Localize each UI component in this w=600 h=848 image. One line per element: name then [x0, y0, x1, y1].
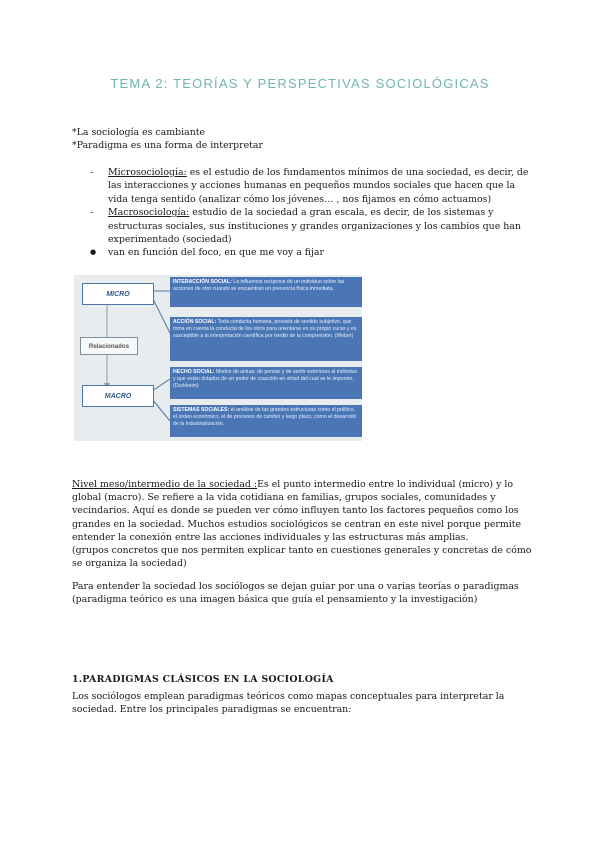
card-accion-social [170, 317, 362, 361]
macro-box: MACRO [82, 385, 154, 407]
card-interaccion-social [170, 277, 362, 307]
micro-box: MICRO [82, 283, 154, 305]
list-text: estudio de la sociedad a gran escala, es decir, de los sistemas y estructuras sociales, sus instituciones y grandes organizaciones y los cambios que han experimentado (sociedad) [108, 207, 521, 246]
list-item [90, 166, 530, 206]
section-heading: 1.PARADIGMAS CLÁSICOS EN LA SOCIOLOGÍA [72, 674, 334, 685]
connector-line [152, 399, 170, 421]
definition-list [90, 166, 530, 260]
meso-text: Es el punto intermedio entre lo individual (micro) y lo global (macro). Se refiere a la vida cotidiana en familias, grupos sociales, comunidades y vecindarios. Aquí es donde se pueden ver cómo influyen tanto los factores pequeños como los grandes en la sociedad. Muchos estudios sociológicos se centran en este nivel porque permite entender la conexión entre las acciones individuales y las estructuras más amplias. [72, 479, 522, 543]
list-item [90, 206, 530, 246]
intro-line: *La sociología es cambiante [72, 127, 206, 138]
section-text: Los sociólogos emplean paradigmas teóricos como mapas conceptuales para interpretar la sociedad. Entre los principales paradigmas se encuentran: [72, 691, 505, 716]
page-title: TEMA 2: TEORÍAS Y PERSPECTIVAS SOCIOLÓGICAS [110, 76, 490, 91]
meso-paragraph [72, 478, 532, 570]
list-term: Macrosociología: [108, 207, 190, 219]
list-marker: - [90, 207, 94, 219]
card-head: SISTEMAS SOCIALES: [173, 407, 230, 413]
card-head: ACCIÓN SOCIAL: [173, 319, 217, 325]
card-body: Toda conducta humana, provista de sentido subjetivo, que toma en cuenta la conducta de los otros para orientarse en su propio curso y es susceptible a la interpretación científica por medio de la comprensión. (Weber) [173, 319, 357, 339]
meso-term: Nivel meso/intermedio de la sociedad : [72, 479, 258, 490]
bullet-icon: ● [90, 248, 97, 257]
paradigm-line: (paradigma teórico es una imagen básica que guía el pensamiento y la investigación) [72, 594, 478, 606]
paradigm-paragraph [72, 580, 532, 606]
meso-note: (grupos concretos que nos permiten explicar tanto en cuestiones generales y concretas de cómo se organiza la sociedad) [72, 545, 532, 570]
connector-line [152, 379, 170, 391]
micro-macro-diagram [74, 275, 362, 441]
intro-notes [72, 126, 532, 152]
card-hecho-social [170, 367, 362, 399]
list-text: van en función del foco, en que me voy a fijar [108, 247, 324, 259]
card-sistemas-sociales [170, 405, 362, 437]
list-text: es el estudio de los fundamentos mínimos de una sociedad, es decir, de las interacciones y acciones humanas en pequeños mundos sociales que hacen que la vida tenga sentido (analizar cómo los jóvenes… , nos fijamos en cómo actuamos) [108, 167, 529, 205]
connector-line [152, 297, 170, 333]
card-head: INTERACCIÓN SOCIAL: [173, 279, 232, 285]
list-term: Microsociología: [108, 167, 187, 178]
card-body: el análisis de las grandes estructuras como el político, el orden económico, el de procesos de cambio y largo plazo, como el desarrollo de la industrialización. [173, 407, 357, 427]
card-body: La influencia recíproca de un individuo sobre las acciones de otro cuando se encuentran en presencia física inmediata. [173, 279, 345, 292]
card-head: HECHO SOCIAL: [173, 369, 215, 375]
paradigm-line: Para entender la sociedad los sociólogos se dejan guiar por una o varias teorías o paradigmas [72, 581, 519, 592]
list-marker: - [90, 167, 94, 178]
list-item [90, 246, 530, 259]
card-body: Modos de actuar, de pensar y de sentir exteriores al individuo y que están dotados de un poder de coacción en virtud del cual se le imponen. (Durkheim) [173, 369, 358, 389]
intro-line: *Paradigma es una forma de interpretar [72, 140, 263, 152]
relacionados-label: Relacionados [80, 337, 138, 355]
